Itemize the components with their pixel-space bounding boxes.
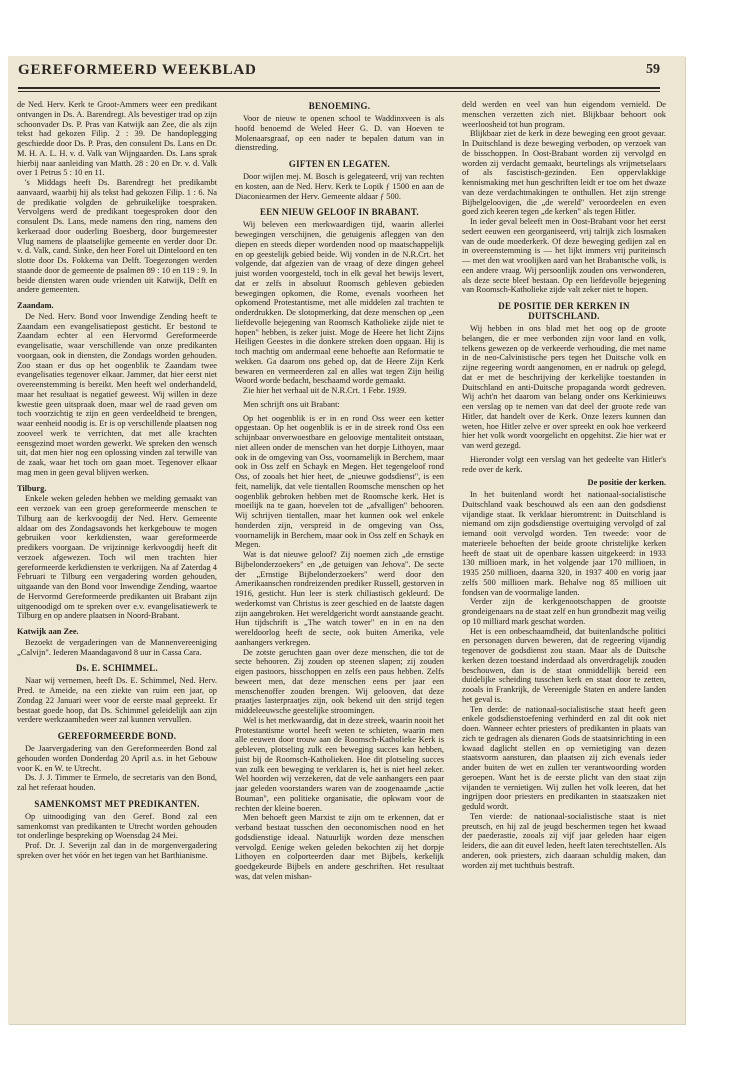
paragraph: De zotste geruchten gaan over deze menschen, die tot de secte behooren. Zij zouden op steenen slapen; zij zouden eigen pastoors, bisschoppen en zelfs een paus hebben. Zelfs beweert men, dat deze menschen eens per jaar een menschenoffer zouden brengen. Wij gelooven, dat deze praatjes lasterpraatjes zijn, ook bekend uit den strijd tegen middeleeuwsche geestelijke stroomingen. [235,647,444,715]
paragraph: Wij beleven een merkwaardigen tijd, waarin allerlei bewegingen verschijnen, die getuigenis afleggen van den diepen en steeds dieper wordenden nood op maatschappelijk en op geestelijk gebied beide. Wij vonden in de N.R.Crt. het volgende, dat afgezien van de vraag of deze dingen geheel juist worden voorgesteld, toch in elk geval het bewijs levert, dat er zelfs in absoluut Roomsch gebleven gebieden bewegingen opkomen, die Rome, evenals voorheen het opkomend Protestantisme, met alle middelen zal trachten te onderdrukken. De slotopmerking, dat deze menschen op „een liefdevolle bejegening van Roomsch Katholieke zijde niet te hopen" hebben, is zeker juist. Moge de Heere het licht Zijns Heiligen Geestes in die donkere streken doen opgaan. Hij is toch machtig om andermaal eene behoefte aan Reformatie te wekken. Ga daarom ons gebed op, dat de Heere Zijn Kerk bewaren en vermeerderen zal en alles wat tegen Zijn heilig Woord worde bedacht, beschaamd worde gemaakt. [235,220,444,386]
paragraph: Blijkbaar ziet de kerk in deze beweging een groot gevaar. In Duitschland is deze beweging verboden, op verzoek van de bisschoppen. In Oost-Brabant worden zij vervolgd en worden zij verdacht gemaakt, beurtelings als vrijmetselaars of als fascistisch-gezinden. Een oppervlakkige kennismaking met hun geschriften leidt er toe om het dwaze van deze verdachtmakingen te onthullen. Het zijn strenge Bijbelgeloovigen, die „de wereld" veroordeelen en even goed zich keeren tegen „de kerken" als tegen Hitler. [462,129,666,217]
article-heading: BENOEMING. [308,101,371,111]
article-heading: GEREFORMEERDE BOND. [57,731,177,741]
article-heading: DE POSITIE DER KERKEN IN DUITSCHLAND. [498,301,630,321]
masthead-rule [18,87,660,89]
article-heading: GIFTEN EN LEGATEN. [288,159,391,169]
article-heading: Ds. E. SCHIMMEL. [76,663,158,674]
paragraph: Ds. J. J. Timmer te Ermelo, de secretaris van den Bond, zal het referaat houden. [17,773,217,792]
paragraph: In het buitenland wordt het nationaal-socialistische Duitschland vaak beschouwd als een aan den godsdienst vijandige staat. Ik verklaar hieromtrent: in Duitschland is niemand om zijn godsdienstige overtuiging vervolgd of zal iemand ooit vervolgd worden. Ten tweede: voor de materieele behoeften der beide groote christelijke kerken heeft de staat uit de openbare kassen uitgekeerd: in 1933 130 millioen mark, in het volgende jaar 170 millioen, in 1935 250 millioen, daarna 320, in 1937 400 en vorig jaar zelfs 500 millioen mark. Behalve nog 85 millioen uit fondsen van de voormalige landen. [462,490,666,597]
paragraph: Op uitnoodiging van den Geref. Bond zal een samenkomst van predikanten te Utrecht worden gehouden tot onderlinge bespreking op Woensdag 24 Mei. [17,811,217,841]
paragraph: Men behoeft geen Marxist te zijn om te erkennen, dat er verband bestaat tusschen den oeconomischen nood en het godsdienstige ideaal. Natuurlijk worden deze menschen vervolgd. Eenige weken geleden bekochten zij het dorpje Lithoyen en colporteerden daar met Bijbels, kerkelijk goedgekeurde Bijbels en andere geschriften. Het resultaat was, dat velen mishan- [235,813,444,881]
sub-heading: De positie der kerken. [587,478,666,488]
paragraph: deld werden en veel van hun eigendom vernield. De menschen verzetten zich niet. Blijkbaar behoort ook weerloosheid tot hun program. [462,100,666,129]
column-2 [235,100,444,1015]
paragraph: Hieronder volgt een verslag van het gedeelte van Hitler's rede over de kerk. [462,454,666,474]
paragraph: De Ned. Herv. Bond voor Inwendige Zending heeft te Zaandam een evangelisatiepost gesticht. Er bestond te Zaandam echter al een Hervormd Gereformeerde evangelisatie, waar verschillende van onze predikanten voorgaan, ook in diensten, die Zondags worden gehouden. Zoo staan er dus op het oogenblik te Zaandam twee evangelisaties tegenover elkaar. Jammer, dat hier eerst niet overeenstemming is bereikt. Men heeft wel onderhandeld, maar het resultaat is negatief geweest. Wij willen in deze kwestie geen uitspraak doen, maar wel de raad geven om toch voorzichtig te zijn en geen verdeeldheid te brengen, waar eenheid noodig is. Er is op verschillende plaatsen nog zooveel werk te verrichten, dat met alle krachten eensgezind moet worden gewerkt. We spreken den wensch uit, dat men hier nog een oplossing vinden zal terwille van de zaak, waar het toch om gaan moet. Tegenover elkaar mag men in geen geval blijven werken. [17,311,217,477]
paragraph: Voor de nieuw te openen school te Waddinxveen is als hoofd benoemd de Weled Heer G. D. van Hoeven te Molenaarsgraaf, op een nader te bepalen datum van in dienstreding. [235,114,444,153]
paragraph: Door wijlen mej. M. Bosch is gelegateerd, vrij van rechten en kosten, aan de Ned. Herv. Kerk te Lopik ƒ 1500 en aan de Diaconiearmen der Herv. Gemeente aldaar ƒ 500. [235,172,444,201]
paragraph: Wel is het merkwaardig, dat in deze streek, waarin nooit het Protestantisme wortel heeft weten te schieten, waarin men alle eeuwen door trouw aan de Roomsch-Katholieke Kerk is gebleven, plotseling zulk een beweging succes kan hebben, juist bij de Roomsch-Katholieken. Hoe dit plotseling succes van zulk een beweging te verklaren is, het is niet heel zeker. Wel hoorden wij verzekeren, dat de vele aanhangers een paar jaar geleden voorstanders waren van de zoogenaamde „actie Bouman", een politieke organisatie, die opkwam voor de rechten der kleine boeren. [235,715,444,813]
paragraph: De Jaarvergadering van den Gereformeerden Bond zal gehouden worden Donderdag 20 April a.s. in het Gebouw voor K. en W. te Utrecht. [17,744,217,773]
article-heading: EEN NIEUW GELOOF IN BRABANT. [260,207,419,218]
paragraph: Enkele weken geleden hebben we melding gemaakt van een verzoek van een groep gereformeerde menschen te Tilburg aan de kerkvoogdij der Ned. Herv. Gemeente aldaar om des Zondagsavonds het kerkgebouw te mogen gebruiken voor kerkdiensten, waar gereformeerde predikers voorgaan. De vrijzinnige kerkvoogdij heeft dit verzoek afgewezen. Toch wil men trachten hier gereformeerde kerkdiensten te verkrijgen. Na af Zaterdag 4 Februari te Tilburg een vergadering worden gehouden, uitgaande van den Bond voor Inwendige Zending, waartoe de Hervormd Gereformeerde predikanten uit Brabant zijn uitgenoodigd om te spreken over e.v. evangelisatiewerk te Tilburg en op andere plaatsen in Noord-Brabant. [17,494,217,621]
column-1 [17,100,217,1015]
paragraph: In ieder geval beleeft men in Oost-Brabant voor het eerst sedert eeuwen een georganiseerd, vrij talrijk zich losmaken van de oude moederkerk. Of deze beweging gedijen zal en in overeenstemming is — het lijkt immers vrij puriteinsch — met den wat vroolijken aard van het Brabantsche volk, is een andere vraag. Wij persoonlijk zouden ons verwonderen, als deze secte bleef bestaan. Op een liefdevolle bejegening van Roomsch-Katholieke zijde valt zeker niet te hopen. [462,217,666,295]
masthead-title: GEREFORMEERD WEEKBLAD [18,62,257,78]
paragraph: 's Middags heeft Ds. Barendregt het predikambt aanvaard, waarbij hij als tekst had gekozen Filip. 1 : 6. Na de predikatie volgden de gebruikelijke toespraken. Vervolgens werd de predikant toegesproken door den consulent Ds. Lans, mede namens den ring, namens den kerkeraad door ouderling Boesberg, door burgemeester Vlug namens de plaatselijke gemeente en verder door Dr. v. d. Valk, cand. Sinke, den heer Forel uit Dinteloord en ten slotte door Ds. Fokkema van Delft. Toegezongen werden staande door de gemeente de psalmen 89 : 10 en 119 : 9. In beide diensten waren oude vrienden uit Katwijk, Delft en andere gemeenten. [17,178,217,295]
paragraph: de Ned. Herv. Kerk te Groot-Ammers weer een predikant ontvangen in Ds. A. Barendregt. Als bevestiger trad op zijn schoonvader Ds. P. Pras van Katwijk aan Zee, die als zijn tekst had gekozen Filip. 2 : 39. De handoplegging geschiedde door Ds. P. Pras, den consulent Ds. Lans en Dr. M. H. A. L. H. v. d. Valk van Wijngaarden. Ds. Lans sprak hierbij naar aanleiding van Matth. 28 : 20 en Dr. v. d. Valk over 1 Petrus 5 : 10 en 11. [17,100,217,178]
section-heading: Katwijk aan Zee. [17,627,79,636]
paragraph: Ten derde: de nationaal-socialistische staat heeft geen enkele godsdienstoefening verhinderd en zal dit ook niet doen. Wanneer echter priesters of predikanten in plaats van zich te gedragen als dienaren Gods de staatsinrichting in een kwaad daglicht stellen en op vernietiging van dezen staatsvorm aansturen, dan plaatsen zij zich evenals ieder ander buiten de wet en zullen ter verantwoording worden geroepen. Want het is de eerste plicht van den staat zijn vijanden te vernietigen. Wij zullen het volk leeren, dat het ingrijpen door priesters en predikanten in staatszaken niet geduld wordt. [462,704,666,811]
paragraph: Wat is dat nieuwe geloof? Zij noemen zich „de ernstige Bijbelonderzoekers" en „de getuigen van Jehova". De secte der „Ernstige Bijbelonderzoekers" werd door den Amerikaanschen rondreizenden prediker Russell, gestorven in 1916, gesticht. Hun leer is sterk chiliastisch gekleurd. De wederkomst van Christus is zeer geschied en de laatste dagen zijn aangebroken. Het wereldgericht wordt aanstaande geacht. Hun tijdschrift is „The watch tower" en in en na den wereldoorlog heeft de secte, ook buiten Amerika, vele aanhangers verkregen. [235,550,444,647]
paragraph: Ten vierde: de nationaal-socialistische staat is niet preutsch, en hij zal de jeugd beschermen tegen het kwaad der paederastie, zooals zij vijf jaar geleden haar eigen leiders, die aan dit euvel leden, heeft laten terechtstellen. Als anderen, ook priesters, zich daaraan schuldig maken, dan worden zij met tuchthuis bestraft. [462,811,666,870]
paragraph: Op het oogenblik is er in en rond Oss weer een ketter opgestaan. Op het oogenblik is er in de streek rond Oss een schijnbaar onverwoestbare en geloovige mentaliteit ontstaan, niet alleen onder de menschen van het dorpje Lithoyen, maar ook in de omgeving van Oss, voornamelijk in Berchem, maar ook in Oss zelf en Schayk en Megen. Het tegengeloof rond Oss, of zooals het hier heet, de „nieuwe godsdienst", is een feit, namelijk, dat vele tientallen Roomsche menschen op het oogenblik gebroken hebben met de Roomsche kerk. Het is moeilijk na te gaan, hoevelen tot de „afvalligen" behooren. Wij schrijven tientallen, maar het kunnen ook wel enkele honderden zijn, verspreid in de omgeving van Oss, voornamelijk in Berchem, maar ook in Oss zelf en Schayk en Megen. [235,413,444,550]
paragraph: Naar wij vernemen, heeft Ds. E. Schimmel, Ned. Herv. Pred. te Ameide, na een ziekte van ruim een jaar, op Zondag 22 Januari weer voor de eerste maal gepreekt. Er bestaat goede hoop, dat Ds. Schimmel geleidelijk aan zijn verdere werkzaamheden weer zal kunnen vervullen. [17,676,217,725]
masthead-rule-thin [18,91,660,92]
section-heading: Zaandam. [17,301,54,310]
paragraph: Men schrijft ons uit Brabant: [243,399,340,409]
page-number: 59 [646,62,660,77]
article-heading: SAMENKOMST MET PREDIKANTEN. [34,798,200,809]
paragraph: Prof. Dr. J. Severijn zal dan in de morgenvergadering spreken over het vóór en het tegen van het Barthianisme. [17,841,217,860]
paragraph: Bezoekt de vergaderingen van de Mannenvereeniging „Calvijn". Iederen Maandagavond 8 uur in Cassa Cara. [17,637,217,657]
paragraph: Wij hebben in ons blad met het oog op de groote belangen, die er mee verbonden zijn voor land en volk, telkens gewezen op de verkeerde verhouding, die met name in de neo-Calvinistische pers tegen het Duitsche volk en zijne regeering wordt aangenomen, en er nadruk op gelegd, dat er met de beschrijving der kerkelijke toestanden in Duitschland en anti-Duitsche propaganda wordt gedreven. Wij acht'n het daarom van belang onder ons Kerkinieuws een verslag op te nemen van dat deel der groote rede van Hitler, dat handelt over de Kerk. Onze lezers kunnen dan weten, hoe Hitler zelve er over spreekt en ook hoe verkeerd hier het volk wordt voorgelicht en opgehitst. Zie hier wat er van werd gezegd. [462,324,666,450]
masthead [18,60,660,86]
section-heading: Tilburg. [17,483,47,493]
paragraph: Zie hier het verhaal uit de N.R.Crt. 1 Febr. 1939. [243,386,407,395]
paragraph: Verder zijn de kerkgenootschappen de grootste grondeigenaars na de staat zelf en hun grondbezit mag veilig op 10 milliard mark geschat worden. [462,597,666,626]
column-3 [462,100,666,1015]
paragraph: Het is een onbeschaamdheid, dat buitenlandsche politici en personagen durven beweren, dat de regeering vijandig tegenover de godsdienst zou staan. Maar als de Duitsche kerken dezen toestand inderdaad als onverdragelijk zouden beschouwen, dan is de staat onmiddellijk bereid een duidelijke scheiding tusschen kerk en staat door te zetten, zooals in Frankrijk, de Vereenigde Staten en andere landen het geval is. [462,626,666,704]
